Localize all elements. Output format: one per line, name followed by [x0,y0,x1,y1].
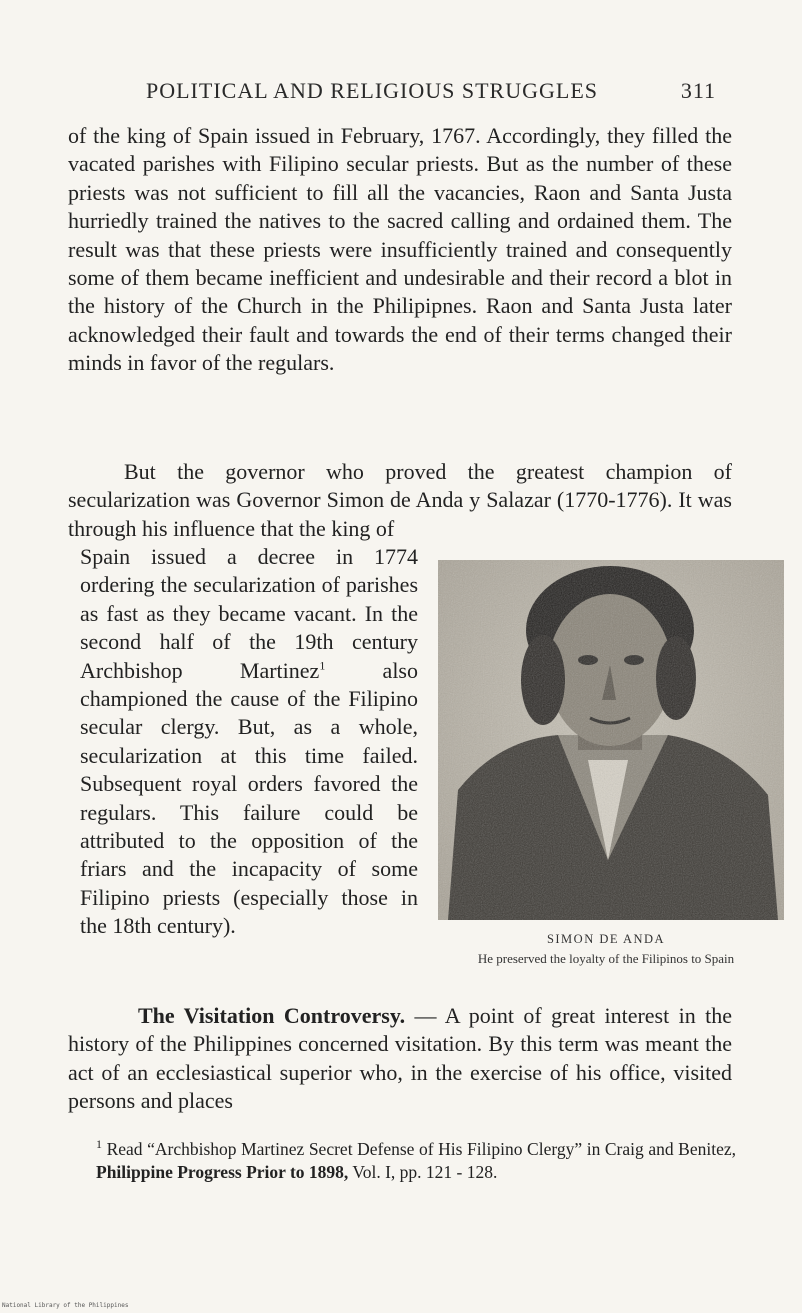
section-heading: The Visitation Controversy. [138,1003,406,1028]
footnote-number: 1 [96,1137,102,1152]
portrait-figure [438,560,784,920]
footnote-marker[interactable]: 1 [319,658,326,673]
paragraph-3-text: — A point of great interest in the history of the Philippines concerned visitation. By this term was meant the act of an ecclesiastical superior who, in the exercise of his office, visited persons and places [68,1003,732,1114]
figure-caption [436,930,776,968]
paragraph-3 [68,1002,732,1116]
footnote-book-title: Philippine Progress Prior to 1898, [96,1162,349,1182]
caption-text: He preserved the loyalty of the Filipinos to Spain [477,951,735,966]
paragraph-2: But the governor who proved the greatest champion of secularization was Governor Simon de Anda y Salazar (1770-1776). It was through his influence that the king of [68,459,732,541]
paragraph-1: of the king of Spain issued in February, 1767. Accordingly, they filled the vacated parishes with Filipino secular priests. But as the number of these priests was not sufficient to fill all the vacancies, Raon and Santa Justa hurriedly trained the natives to the sacred calling and ordained them. The result was that these priests were insufficiently trained and consequently some of them became inefficient and undesirable and their record a blot in the history of the Church in the Philipipnes. Raon and Santa Justa later acknowledged their fault and towards the end of their terms changed their minds in favor of the regulars. [68,123,732,376]
portrait-image [438,560,784,920]
paragraph-2-text-a: Spain issued a decree in 1774 ordering the secularization of parishes as fast as they became vacant. In the second half of the 19th century Archbishop Martinez [80,544,418,683]
caption-title: SIMON DE ANDA [546,932,666,946]
page-number: 311 [680,78,716,103]
paragraph-2-continued [80,543,418,941]
library-credit: National Library of the Philippines [2,1302,129,1309]
paragraph-2-text-b: also championed the cause of the Filipino secular clergy. But, as a whole, secularization at this time failed. Subsequent royal orders favored the regulars. This failure could be attributed to the opposition of the friars and the incapacity of some Filipino priests (especially those in the 18th century). [80,657,418,939]
footnote-text-a: Read “Archbishop Martinez Secret Defense of His Filipino Clergy” in Craig and Benitez, [102,1139,736,1159]
footnote [96,1138,736,1184]
running-title: POLITICAL AND RELIGIOUS STRUGGLES [146,78,599,103]
footnote-text-b: Vol. I, pp. 121 - 128. [348,1162,498,1182]
running-head [146,78,716,104]
